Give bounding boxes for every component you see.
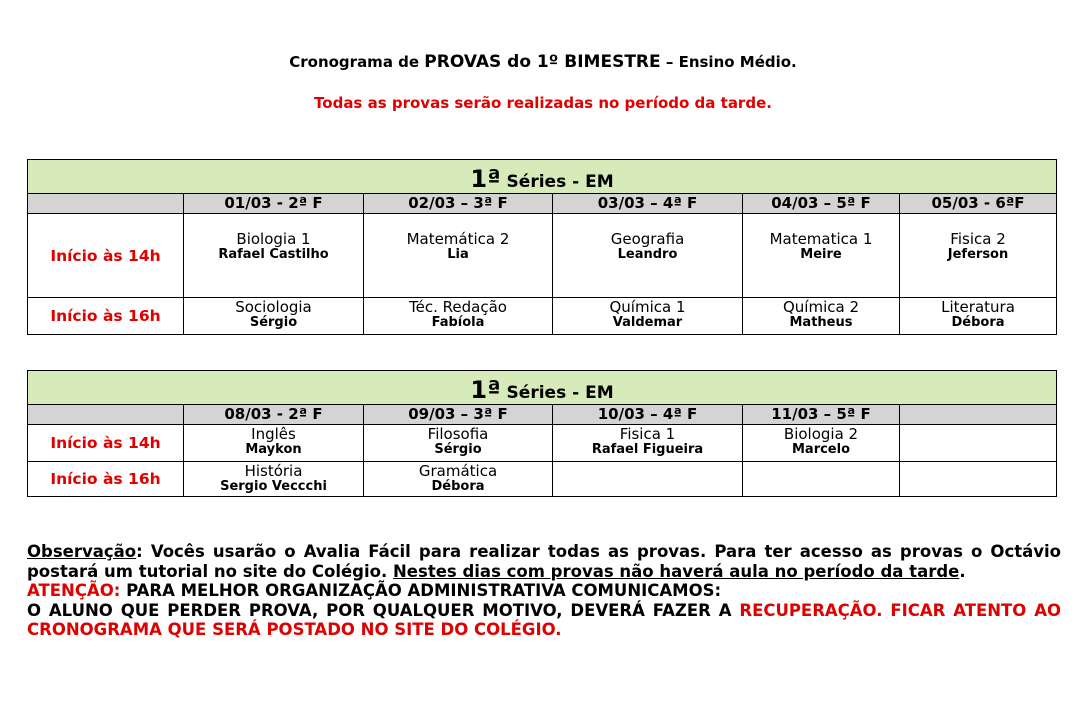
exam-cell — [743, 214, 900, 298]
date-header: 02/03 – 3ª F — [364, 194, 553, 214]
series-number: 1ª — [470, 376, 501, 404]
table-row — [28, 462, 1057, 497]
exam-cell — [364, 425, 553, 462]
series-band — [28, 371, 1057, 405]
exam-subject: Fisica 2 — [950, 230, 1006, 248]
series-label: Séries - EM — [500, 172, 614, 192]
attention-label: ATENÇÃO: — [27, 581, 121, 600]
exam-cell — [553, 214, 743, 298]
table-row — [28, 425, 1057, 462]
exam-subject: Filosofia — [427, 425, 489, 443]
exam-teacher: Jeferson — [947, 247, 1009, 262]
exam-cell — [900, 214, 1057, 298]
page-title — [0, 52, 1086, 72]
page-subtitle: Todas as provas serão realizadas no período da tarde. — [314, 94, 772, 112]
exam-subject: Geografia — [610, 230, 685, 248]
exam-teacher: Rafael Figueira — [591, 442, 704, 457]
exam-cell — [553, 298, 743, 335]
exam-subject: História — [244, 462, 303, 480]
exam-subject: Química 2 — [782, 298, 859, 316]
exam-teacher: Lia — [447, 247, 469, 262]
table-row — [28, 214, 1057, 298]
exam-subject: Química 1 — [609, 298, 686, 316]
time-label: Início às 14h — [28, 425, 184, 462]
series-band — [28, 160, 1057, 194]
attention-text: PARA MELHOR ORGANIZAÇÃO ADMINISTRATIVA COMUNICAMOS: — [120, 581, 722, 600]
schedule-table-week1 — [27, 159, 1057, 335]
exam-teacher: Sergio Veccchi — [220, 479, 327, 494]
recovery-notice — [27, 601, 1061, 640]
observation-colon: : — [136, 542, 143, 561]
exam-cell — [184, 298, 364, 335]
attention-line — [27, 581, 1061, 601]
time-label: Início às 16h — [28, 462, 184, 497]
exam-cell — [900, 298, 1057, 335]
exam-subject: Matemática 2 — [406, 230, 510, 248]
series-label: Séries - EM — [500, 383, 614, 403]
time-label: Início às 14h — [28, 214, 184, 298]
schedule-table-week2 — [27, 370, 1057, 497]
exam-teacher: Valdemar — [612, 315, 683, 330]
observation-paragraph — [27, 542, 1061, 581]
exam-cell — [743, 462, 900, 497]
exam-teacher: Matheus — [789, 315, 853, 330]
exam-subject: Sociologia — [235, 298, 312, 316]
exam-cell — [364, 462, 553, 497]
exam-subject: Matematica 1 — [769, 230, 873, 248]
corner-cell — [28, 405, 184, 425]
exam-cell — [553, 425, 743, 462]
title-prefix: Cronograma de — [289, 53, 425, 71]
recovery-highlight: RECUPERAÇÃO. FICAR ATENTO AO CRONOGRAMA QUE SERÁ POSTADO NO SITE DO COLÉGIO. — [27, 600, 1061, 639]
exam-teacher: Maykon — [245, 442, 302, 457]
title-suffix: – Ensino Médio. — [660, 53, 797, 71]
exam-teacher: Leandro — [617, 247, 678, 262]
corner-cell — [28, 194, 184, 214]
exam-cell — [743, 298, 900, 335]
exam-cell — [184, 425, 364, 462]
exam-teacher: Fabíola — [431, 315, 485, 330]
date-header: 09/03 – 3ª F — [364, 405, 553, 425]
exam-teacher: Rafael Castilho — [218, 247, 329, 262]
exam-cell — [900, 462, 1057, 497]
exam-teacher: Meire — [800, 247, 842, 262]
observation-text: Vocês usarão o Avalia Fácil para realizar todas as provas. Para ter acesso as provas o Octávio postará um tutorial no site do Colégio. — [27, 542, 1061, 581]
table-row — [28, 298, 1057, 335]
exam-cell — [553, 462, 743, 497]
exam-cell — [364, 214, 553, 298]
observation-label: Observação — [27, 542, 137, 561]
exam-teacher: Sérgio — [434, 442, 482, 457]
date-header: 01/03 - 2ª F — [184, 194, 364, 214]
date-header: 04/03 – 5ª F — [743, 194, 900, 214]
observation-underlined: Nestes dias com provas não haverá aula no período da tarde — [393, 561, 960, 581]
exam-subject: Literatura — [941, 298, 1015, 316]
recovery-text: O ALUNO QUE PERDER PROVA, POR QUALQUER MOTIVO, DEVERÁ FAZER A — [27, 600, 740, 620]
exam-subject: Gramática — [418, 462, 498, 480]
exam-subject: Biologia 1 — [236, 230, 311, 248]
exam-teacher: Sérgio — [249, 315, 298, 330]
exam-teacher: Débora — [431, 479, 485, 494]
exam-teacher: Débora — [951, 315, 1005, 330]
date-header: 08/03 - 2ª F — [184, 405, 364, 425]
exam-cell — [364, 298, 553, 335]
date-header: 03/03 – 4ª F — [553, 194, 743, 214]
time-label: Início às 16h — [28, 298, 184, 335]
date-header: 11/03 – 5ª F — [743, 405, 900, 425]
date-header: 05/03 - 6ªF — [900, 194, 1057, 214]
date-header — [900, 405, 1057, 425]
observation-end: . — [959, 561, 966, 581]
date-header: 10/03 – 4ª F — [553, 405, 743, 425]
exam-subject: Inglês — [251, 425, 296, 443]
exam-cell — [184, 462, 364, 497]
notes-section — [27, 542, 1061, 640]
series-number: 1ª — [470, 165, 501, 193]
exam-teacher: Marcelo — [791, 442, 851, 457]
exam-subject: Téc. Redação — [409, 298, 507, 316]
exam-cell — [743, 425, 900, 462]
exam-subject: Biologia 2 — [783, 425, 859, 443]
exam-subject: Fisica 1 — [619, 425, 676, 443]
exam-cell — [184, 214, 364, 298]
title-main: PROVAS do 1º BIMESTRE — [424, 52, 661, 72]
exam-cell — [900, 425, 1057, 462]
